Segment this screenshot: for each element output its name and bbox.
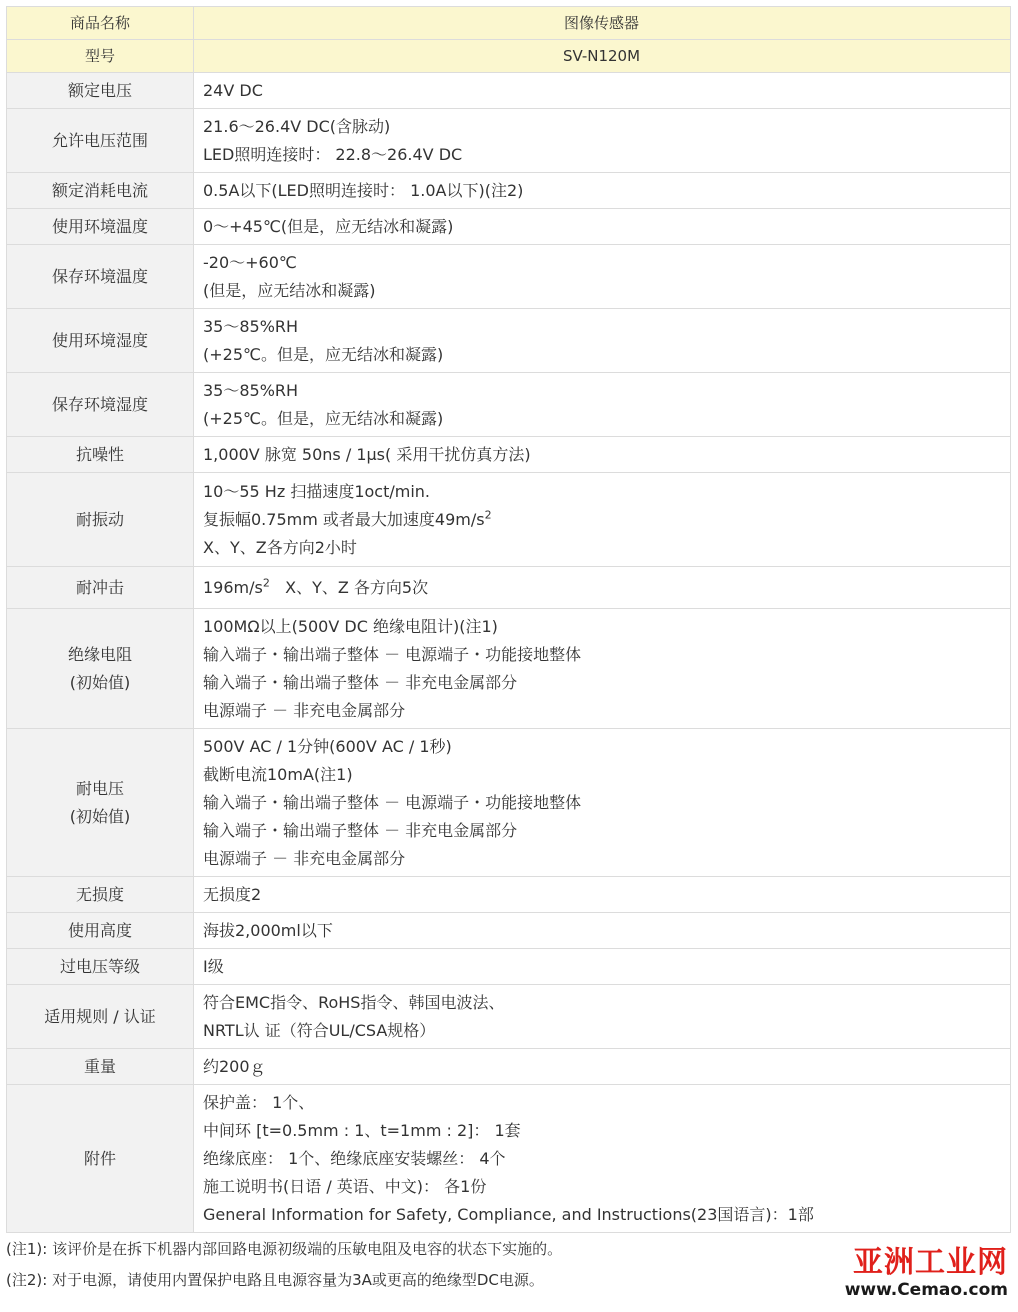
spec-row-current	[7, 173, 1011, 209]
spec-label: 使用环境温度	[7, 209, 194, 245]
watermark-logo	[828, 1246, 1008, 1304]
spec-row-withstand-voltage	[7, 729, 1011, 877]
spec-value: 35～85%RH (+25℃。但是，应无结冰和凝露)	[194, 373, 1011, 437]
spec-value: 0～+45℃(但是，应无结冰和凝露)	[194, 209, 1011, 245]
spec-value: 约200ｇ	[194, 1049, 1011, 1085]
spec-row-overvoltage-category	[7, 949, 1011, 985]
spec-row-vibration	[7, 473, 1011, 567]
spec-row-insulation-resistance	[7, 609, 1011, 729]
spec-value: $196m/s^2$ X、Y、Z 各方向5次	[194, 567, 1011, 609]
spec-label: 绝缘电阻 (初始值)	[7, 609, 194, 729]
spec-value: 10～55 Hz 扫描速度1oct/min. 复振幅0.75mm 或者最大加速度$49m/s^2$ X、Y、Z各方向2小时	[194, 473, 1011, 567]
spec-label: 过电压等级	[7, 949, 194, 985]
spec-row-accessories	[7, 1085, 1011, 1233]
spec-value: 500V AC / 1分钟(600V AC / 1秒) 截断电流10mA(注1) 输入端子・输出端子整体 － 电源端子・功能接地整体 输入端子・输出端子整体 － 非充电金属部分 电源端子 － 非充电金属部分	[194, 729, 1011, 877]
footnote-1: (注1): 该评价是在拆下机器内部回路电源初级端的压敏电阻及电容的状态下实施的。	[6, 1240, 563, 1258]
header-label: 商品名称	[7, 7, 194, 40]
spec-row-storage-temp	[7, 245, 1011, 309]
spec-label: 保存环境温度	[7, 245, 194, 309]
spec-value: 21.6～26.4V DC(含脉动) LED照明连接时： 22.8～26.4V DC	[194, 109, 1011, 173]
spec-label: 耐振动	[7, 473, 194, 567]
superscript: 2	[484, 508, 492, 522]
footnotes	[6, 1234, 562, 1296]
spec-row-certification	[7, 985, 1011, 1049]
watermark-chinese: 亚洲工业网	[853, 1245, 1008, 1280]
header-label: 型号	[7, 40, 194, 73]
spec-row-altitude	[7, 913, 1011, 949]
spec-label: 允许电压范围	[7, 109, 194, 173]
superscript: 2	[262, 576, 270, 590]
spec-value: 保护盖： 1个、 中间环 [t=0.5mm : 1、t=1mm : 2]： 1套 绝缘底座： 1个、绝缘底座安装螺丝： 4个 施工说明书(日语 / 英语、中文)： 各1份 General Information for Safety, Compliance, and Instructions(23国语言)：1部	[194, 1085, 1011, 1233]
spec-row-noise-immunity	[7, 437, 1011, 473]
spec-label: 附件	[7, 1085, 194, 1233]
spec-label: 额定消耗电流	[7, 173, 194, 209]
spec-label: 耐电压 (初始值)	[7, 729, 194, 877]
spec-label: 使用高度	[7, 913, 194, 949]
spec-value: 100MΩ以上(500V DC 绝缘电阻计)(注1) 输入端子・输出端子整体 － 电源端子・功能接地整体 输入端子・输出端子整体 － 非充电金属部分 电源端子 － 非充电金属部分	[194, 609, 1011, 729]
spec-value: I级	[194, 949, 1011, 985]
spec-table	[6, 6, 1011, 1233]
spec-value: 1,000V 脉宽 50ns / 1μs( 采用干扰仿真方法)	[194, 437, 1011, 473]
spec-label: 无损度	[7, 877, 194, 913]
watermark-url: www.Cemao.com	[844, 1280, 1008, 1300]
spec-row-operating-temp	[7, 209, 1011, 245]
spec-label: 耐冲击	[7, 567, 194, 609]
spec-label: 重量	[7, 1049, 194, 1085]
header-value: SV-N120M	[194, 40, 1011, 73]
spec-row-weight	[7, 1049, 1011, 1085]
spec-label: 额定电压	[7, 73, 194, 109]
header-row-model	[7, 40, 1011, 73]
footnote-2: (注2): 对于电源，请使用内置保护电路且电源容量为3A或更高的绝缘型DC电源。	[6, 1271, 544, 1289]
spec-value: -20～+60℃ (但是，应无结冰和凝露)	[194, 245, 1011, 309]
spec-label: 保存环境湿度	[7, 373, 194, 437]
spec-row-rated-voltage	[7, 73, 1011, 109]
spec-row-voltage-range	[7, 109, 1011, 173]
spec-label: 抗噪性	[7, 437, 194, 473]
spec-label: 使用环境湿度	[7, 309, 194, 373]
spec-value: 符合EMC指令、RoHS指令、韩国电波法、 NRTL认 证（符合UL/CSA规格）	[194, 985, 1011, 1049]
spec-value: 35～85%RH (+25℃。但是，应无结冰和凝露)	[194, 309, 1011, 373]
spec-value: 海拔2,000ml以下	[194, 913, 1011, 949]
spec-value: 24V DC	[194, 73, 1011, 109]
vibration-amplitude: 复振幅0.75mm 或者最大加速度$49m/s^2$	[203, 508, 492, 529]
spec-row-shock	[7, 567, 1011, 609]
spec-row-storage-humidity	[7, 373, 1011, 437]
header-row-product-name	[7, 7, 1011, 40]
spec-label: 适用规则 / 认证	[7, 985, 194, 1049]
spec-row-pollution-degree	[7, 877, 1011, 913]
spec-row-operating-humidity	[7, 309, 1011, 373]
spec-value: 0.5A以下(LED照明连接时： 1.0A以下)(注2)	[194, 173, 1011, 209]
spec-value: 无损度2	[194, 877, 1011, 913]
header-value: 图像传感器	[194, 7, 1011, 40]
